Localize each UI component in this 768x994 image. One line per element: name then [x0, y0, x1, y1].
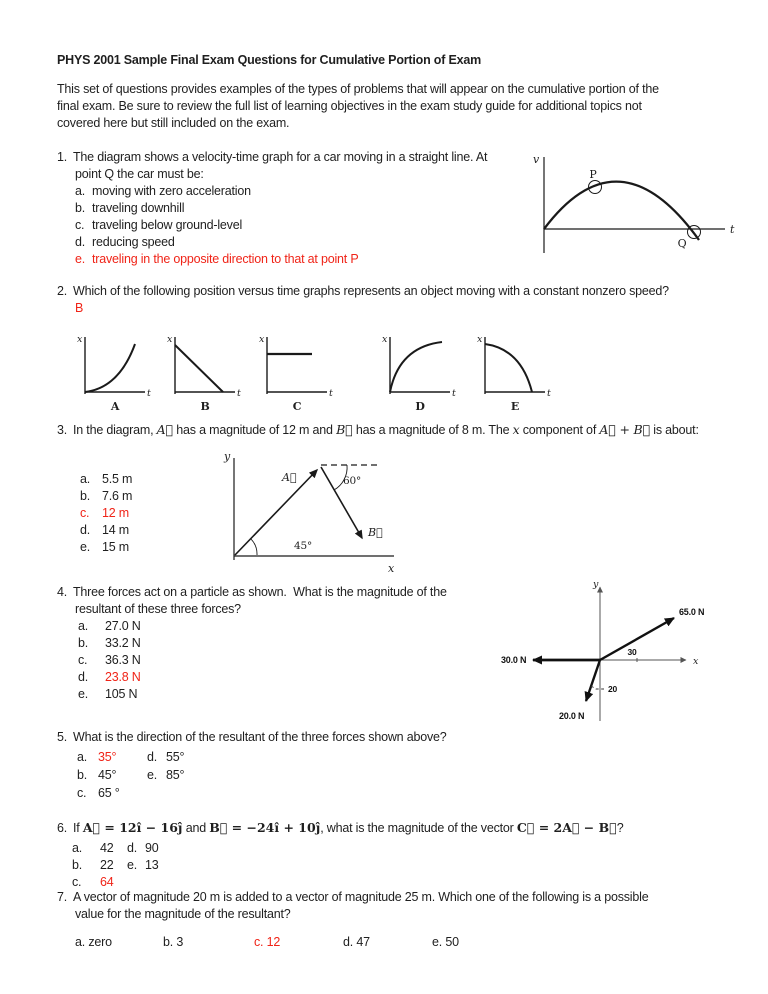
q2-graph-C	[257, 332, 337, 418]
velocity-curve	[544, 182, 699, 240]
graph-label-C: C	[292, 400, 302, 413]
q7-option-a: a. zero	[75, 935, 112, 949]
vector-B-equation: B⃗ = −24î + 10ĵ	[209, 820, 321, 835]
q7-option-b: b. 3	[163, 935, 184, 949]
t-axis-label: t	[730, 223, 735, 236]
q4-option-d: d. 23.8 N	[78, 670, 141, 684]
angle-60-label: 60°	[343, 475, 362, 487]
angle-45-arc	[251, 539, 257, 555]
question-6-text: If A⃗ = 12î − 16ĵ and B⃗ = −24î + 10ĵ, what is the magnitude of the vector C⃗ = 2A⃗ − B⃗?	[73, 820, 624, 835]
question-4-text-line2: resultant of these three forces?	[75, 602, 241, 616]
force-65N-arrow	[600, 618, 674, 660]
question-6-number: 6.	[57, 821, 68, 835]
intro-line: covered here but still included on the exam.	[57, 116, 290, 130]
y-axis-label: y	[224, 450, 231, 463]
intro-line: This set of questions provides examples of the types of problems that will appear on the cumulative portion of the	[57, 82, 659, 96]
q1-option-a: a. moving with zero acceleration	[75, 184, 251, 198]
q3-option-c: c. 12 m	[80, 506, 129, 520]
q2-graph-E	[475, 332, 555, 418]
q1-option-b: b. traveling downhill	[75, 201, 185, 215]
v-axis-label: v	[533, 153, 540, 166]
svg-text:t: t	[452, 388, 456, 399]
svg-text:t: t	[547, 388, 551, 399]
angle-20-label: 20	[608, 684, 618, 694]
q5-options-row-2: b. 45° e. 85°	[77, 768, 185, 782]
angle-30-label: 30	[627, 647, 637, 657]
y-axis-label: y	[593, 579, 599, 590]
curve-concave-down-rising	[390, 342, 442, 392]
svg-text:x: x	[167, 334, 173, 345]
question-3-number: 3.	[57, 423, 68, 437]
question-1-text-line2: point Q the car must be:	[75, 167, 204, 181]
q1-velocity-time-graph	[527, 149, 749, 261]
graph-label-A: A	[110, 400, 120, 413]
force-65N-label: 65.0 N	[679, 607, 705, 617]
q6-options-row-3: c. 64	[72, 875, 114, 889]
q3-option-d: d. 14 m	[80, 523, 129, 537]
q4-option-a: a. 27.0 N	[78, 619, 141, 633]
question-7-text: A vector of magnitude 20 m is added to a vector of magnitude 25 m. Which one of the following is a possible	[73, 890, 649, 904]
curve-concave-up	[85, 344, 135, 392]
question-7	[57, 889, 648, 951]
vector-C-equation: C⃗ = 2A⃗ − B⃗	[516, 820, 617, 835]
svg-text:t: t	[329, 388, 333, 399]
q1-option-c: c. traveling below ground-level	[75, 218, 243, 232]
angle-45-label: 45°	[294, 540, 313, 552]
question-2-text: Which of the following position versus time graphs represents an object moving with a constant nonzero speed?	[73, 284, 669, 298]
question-2-number: 2.	[57, 284, 68, 298]
point-p-label: P	[589, 168, 597, 181]
curve-concave-down-falling	[485, 344, 532, 392]
graph-label-B: B	[200, 400, 210, 413]
q1-option-e: e. traveling in the opposite direction to that at point P	[75, 252, 359, 266]
q4-option-b: b. 33.2 N	[78, 636, 141, 650]
vector-A-label: A⃗	[282, 471, 297, 484]
question-4	[57, 584, 447, 703]
question-5-text: What is the direction of the resultant of the three forces shown above?	[73, 730, 447, 744]
intro-line: final exam. Be sure to review the full list of learning objectives in the exam study guide for additional topics not	[57, 99, 642, 113]
force-30N-label: 30.0 N	[501, 655, 527, 665]
q7-option-e: e. 50	[432, 935, 459, 949]
svg-text:t: t	[237, 388, 241, 399]
q1-option-d: d. reducing speed	[75, 235, 175, 249]
vector-A-equation: A⃗ = 12î − 16ĵ	[82, 820, 183, 835]
page-title: PHYS 2001 Sample Final Exam Questions for Cumulative Portion of Exam	[57, 53, 482, 67]
graph-label-E: E	[510, 400, 520, 413]
question-5	[57, 729, 447, 802]
vector-B-symbol: B⃗	[336, 422, 353, 437]
question-6	[57, 819, 623, 891]
vector-A-symbol: A⃗	[156, 422, 173, 437]
svg-text:x: x	[477, 334, 483, 345]
q2-graph-A	[75, 332, 155, 418]
question-3-text: In the diagram, A⃗ has a magnitude of 12 m and B⃗ has a magnitude of 8 m. The x component of A⃗ + B⃗ is about:	[73, 422, 699, 437]
q3-option-a: a. 5.5 m	[80, 472, 133, 486]
x-axis-label: x	[693, 656, 699, 667]
q3-option-b: b. 7.6 m	[80, 489, 133, 503]
vector-sum-symbol: A⃗ + B⃗	[599, 422, 650, 437]
t-label: t	[147, 388, 151, 399]
point-q-label: Q	[677, 237, 687, 250]
svg-text:x: x	[382, 334, 388, 345]
q2-answer: B	[75, 301, 84, 315]
q3-vector-diagram	[220, 448, 402, 578]
question-1-text: The diagram shows a velocity-time graph for a car moving in a straight line. At	[73, 150, 488, 164]
line-decreasing	[175, 345, 223, 392]
angle-20-dashed-arc	[591, 686, 604, 689]
question-4-number: 4.	[57, 585, 68, 599]
q7-option-c: c. 12	[254, 935, 281, 949]
x-position-label: x	[77, 334, 83, 345]
svg-text:x: x	[259, 334, 265, 345]
question-4-text: Three forces act on a particle as shown. What is the magnitude of the	[73, 585, 447, 599]
q2-graph-D	[380, 332, 460, 418]
graph-label-D: D	[415, 400, 425, 413]
vector-B-label: B⃗	[368, 526, 383, 539]
q6-options-row-2: b. 22 e. 13	[72, 858, 159, 872]
question-7-number: 7.	[57, 890, 68, 904]
q5-options-row-1: a. 35° d. 55°	[77, 750, 185, 764]
question-1-number: 1.	[57, 150, 68, 164]
q6-options-row-1: a. 42 d. 90	[72, 841, 159, 855]
question-7-text-line2: value for the magnitude of the resultant?	[75, 907, 291, 921]
question-1	[57, 149, 487, 268]
question-5-number: 5.	[57, 730, 68, 744]
force-20N-label: 20.0 N	[559, 711, 585, 721]
x-axis-label: x	[388, 562, 395, 575]
q4-option-e: e. 105 N	[78, 687, 138, 701]
q2-graph-B	[165, 332, 245, 418]
force-20N-arrow	[586, 660, 600, 701]
q7-option-d: d. 47	[343, 935, 370, 949]
q5-options-row-3: c. 65 °	[77, 786, 120, 800]
intro-paragraph	[57, 81, 659, 132]
q3-option-e: e. 15 m	[80, 540, 129, 554]
q4-option-c: c. 36.3 N	[78, 653, 141, 667]
q4-forces-diagram	[500, 575, 752, 725]
question-2	[57, 283, 669, 317]
